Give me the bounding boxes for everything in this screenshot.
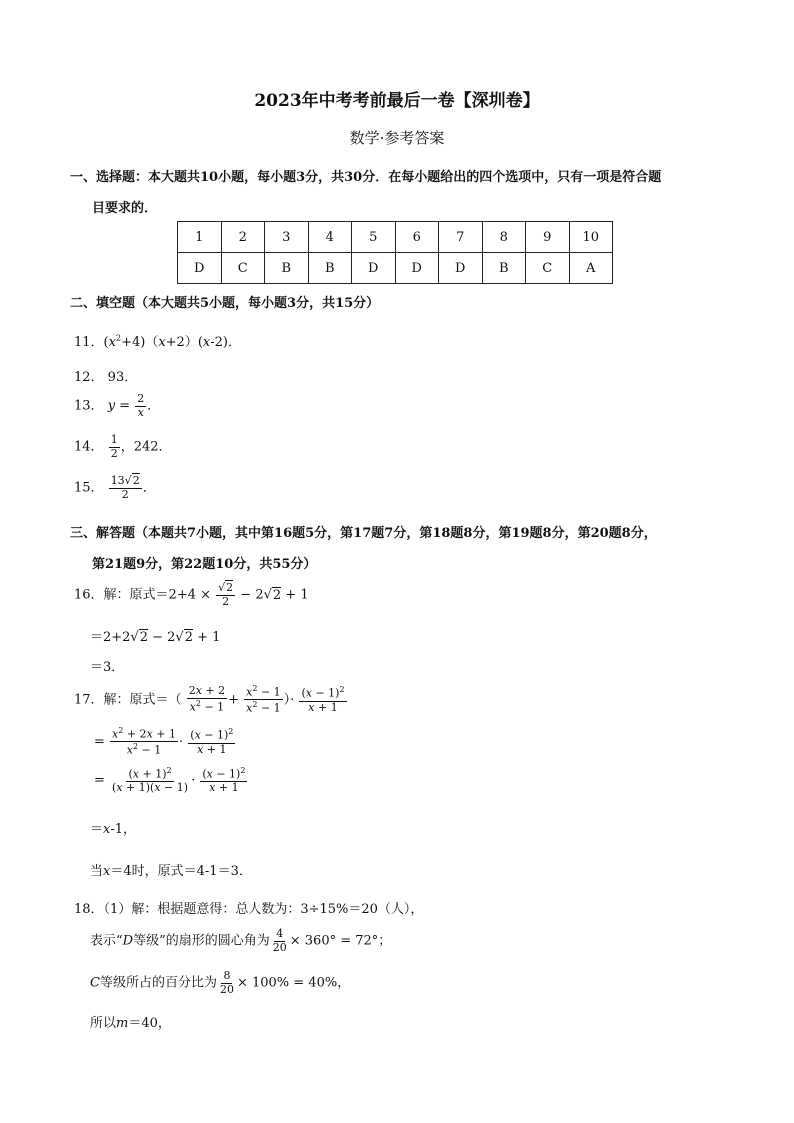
section3-heading-line1: 三、解答题（本题共7小题，其中第16题5分，第17题7分，第18题8分，第19题8分，第20题8分， <box>70 526 657 541</box>
page-subtitle: 数学·参考答案 <box>349 129 445 147</box>
table-cell: D <box>395 253 439 284</box>
table-cell: A <box>569 253 613 284</box>
answer-17-line5: 当x＝4时，原式＝4-1＝3． <box>90 864 252 879</box>
answer-16-line3: ＝3． <box>90 660 125 675</box>
section1-heading-line2: 目要求的． <box>92 201 158 216</box>
answer-15: 15． $\frac{13√2}{2}$ ． <box>74 474 156 501</box>
table-cell: D <box>439 253 483 284</box>
answer-16-line2: ＝2+2√2 − 2√2 + 1 <box>90 630 221 645</box>
table-cell: 6 <box>395 222 439 253</box>
table-cell: 8 <box>482 222 526 253</box>
answer-18-line4: 所以m＝40， <box>90 1016 171 1031</box>
table-cell: 9 <box>526 222 570 253</box>
section3-heading-line2: 第21题9分，第22题10分，共55分） <box>92 557 317 572</box>
page-title: 2023年中考考前最后一卷【深圳卷】 <box>254 91 540 111</box>
answer-18-line1: 18．（1）解：根据题意得：总人数为：3÷15%＝20（人）， <box>74 902 424 917</box>
table-cell: D <box>178 253 222 284</box>
table-cell: B <box>308 253 352 284</box>
answer-17-line1: 17．解：原式＝（ $\frac{2x + 2}{x^2 - 1}$ + $\frac{x^2 - 1}{x^2 - 1}$ ）· $\frac{(x - 1)^2}{x + 1}$ <box>74 684 345 715</box>
table-cell: D <box>352 253 396 284</box>
table-cell: B <box>482 253 526 284</box>
answer-12: 12． 93． <box>74 370 138 385</box>
answer-table-answer-row <box>178 253 613 284</box>
table-cell: C <box>526 253 570 284</box>
answer-13: 13． y = $\frac{2}{x}$ ． <box>74 392 161 419</box>
answer-11: 11．$(x^2+4)(x+2)(x-2)$． <box>74 333 241 350</box>
table-cell: C <box>221 253 265 284</box>
table-cell: B <box>265 253 309 284</box>
table-cell: 10 <box>569 222 613 253</box>
answer-18-line3: C等级所占的百分比为 $\frac{8}{20}$ × 100% = 40%， <box>90 969 351 996</box>
section2-heading: 二、填空题（本大题共5小题，每小题3分，共15分） <box>70 296 380 311</box>
answer-table <box>177 221 613 284</box>
section1-heading-line1: 一、选择题：本大题共10小题，每小题3分，共30分．在每小题给出的四个选项中，只有一项是符合题 <box>70 170 662 185</box>
table-cell: 5 <box>352 222 396 253</box>
answer-table-number-row <box>178 222 613 253</box>
answer-16-line1: 16．解：原式＝2+4 × $\frac{√2}{2}$ − 2√2 + 1 <box>74 581 309 608</box>
answer-18-line2: 表示“D等级”的扇形的圆心角为 $\frac{4}{20}$ × 360° = 72°； <box>90 927 392 954</box>
table-cell: 7 <box>439 222 483 253</box>
answer-17-line3: = $\frac{(x + 1)^2}{(x + 1)(x - 1)}$ · $\frac{(x - 1)^2}{x + 1}$ <box>94 766 246 795</box>
table-cell: 2 <box>221 222 265 253</box>
table-cell: 1 <box>178 222 222 253</box>
answer-17-line4: ＝x-1， <box>90 822 137 837</box>
table-cell: 3 <box>265 222 309 253</box>
answer-17-line2: = $\frac{x^2 + 2x + 1}{x^2 - 1}$ · $\frac{(x - 1)^2}{x + 1}$ <box>94 726 234 757</box>
answer-14: 14． $\frac{1}{2}$ ，242． <box>74 433 172 460</box>
table-cell: 4 <box>308 222 352 253</box>
